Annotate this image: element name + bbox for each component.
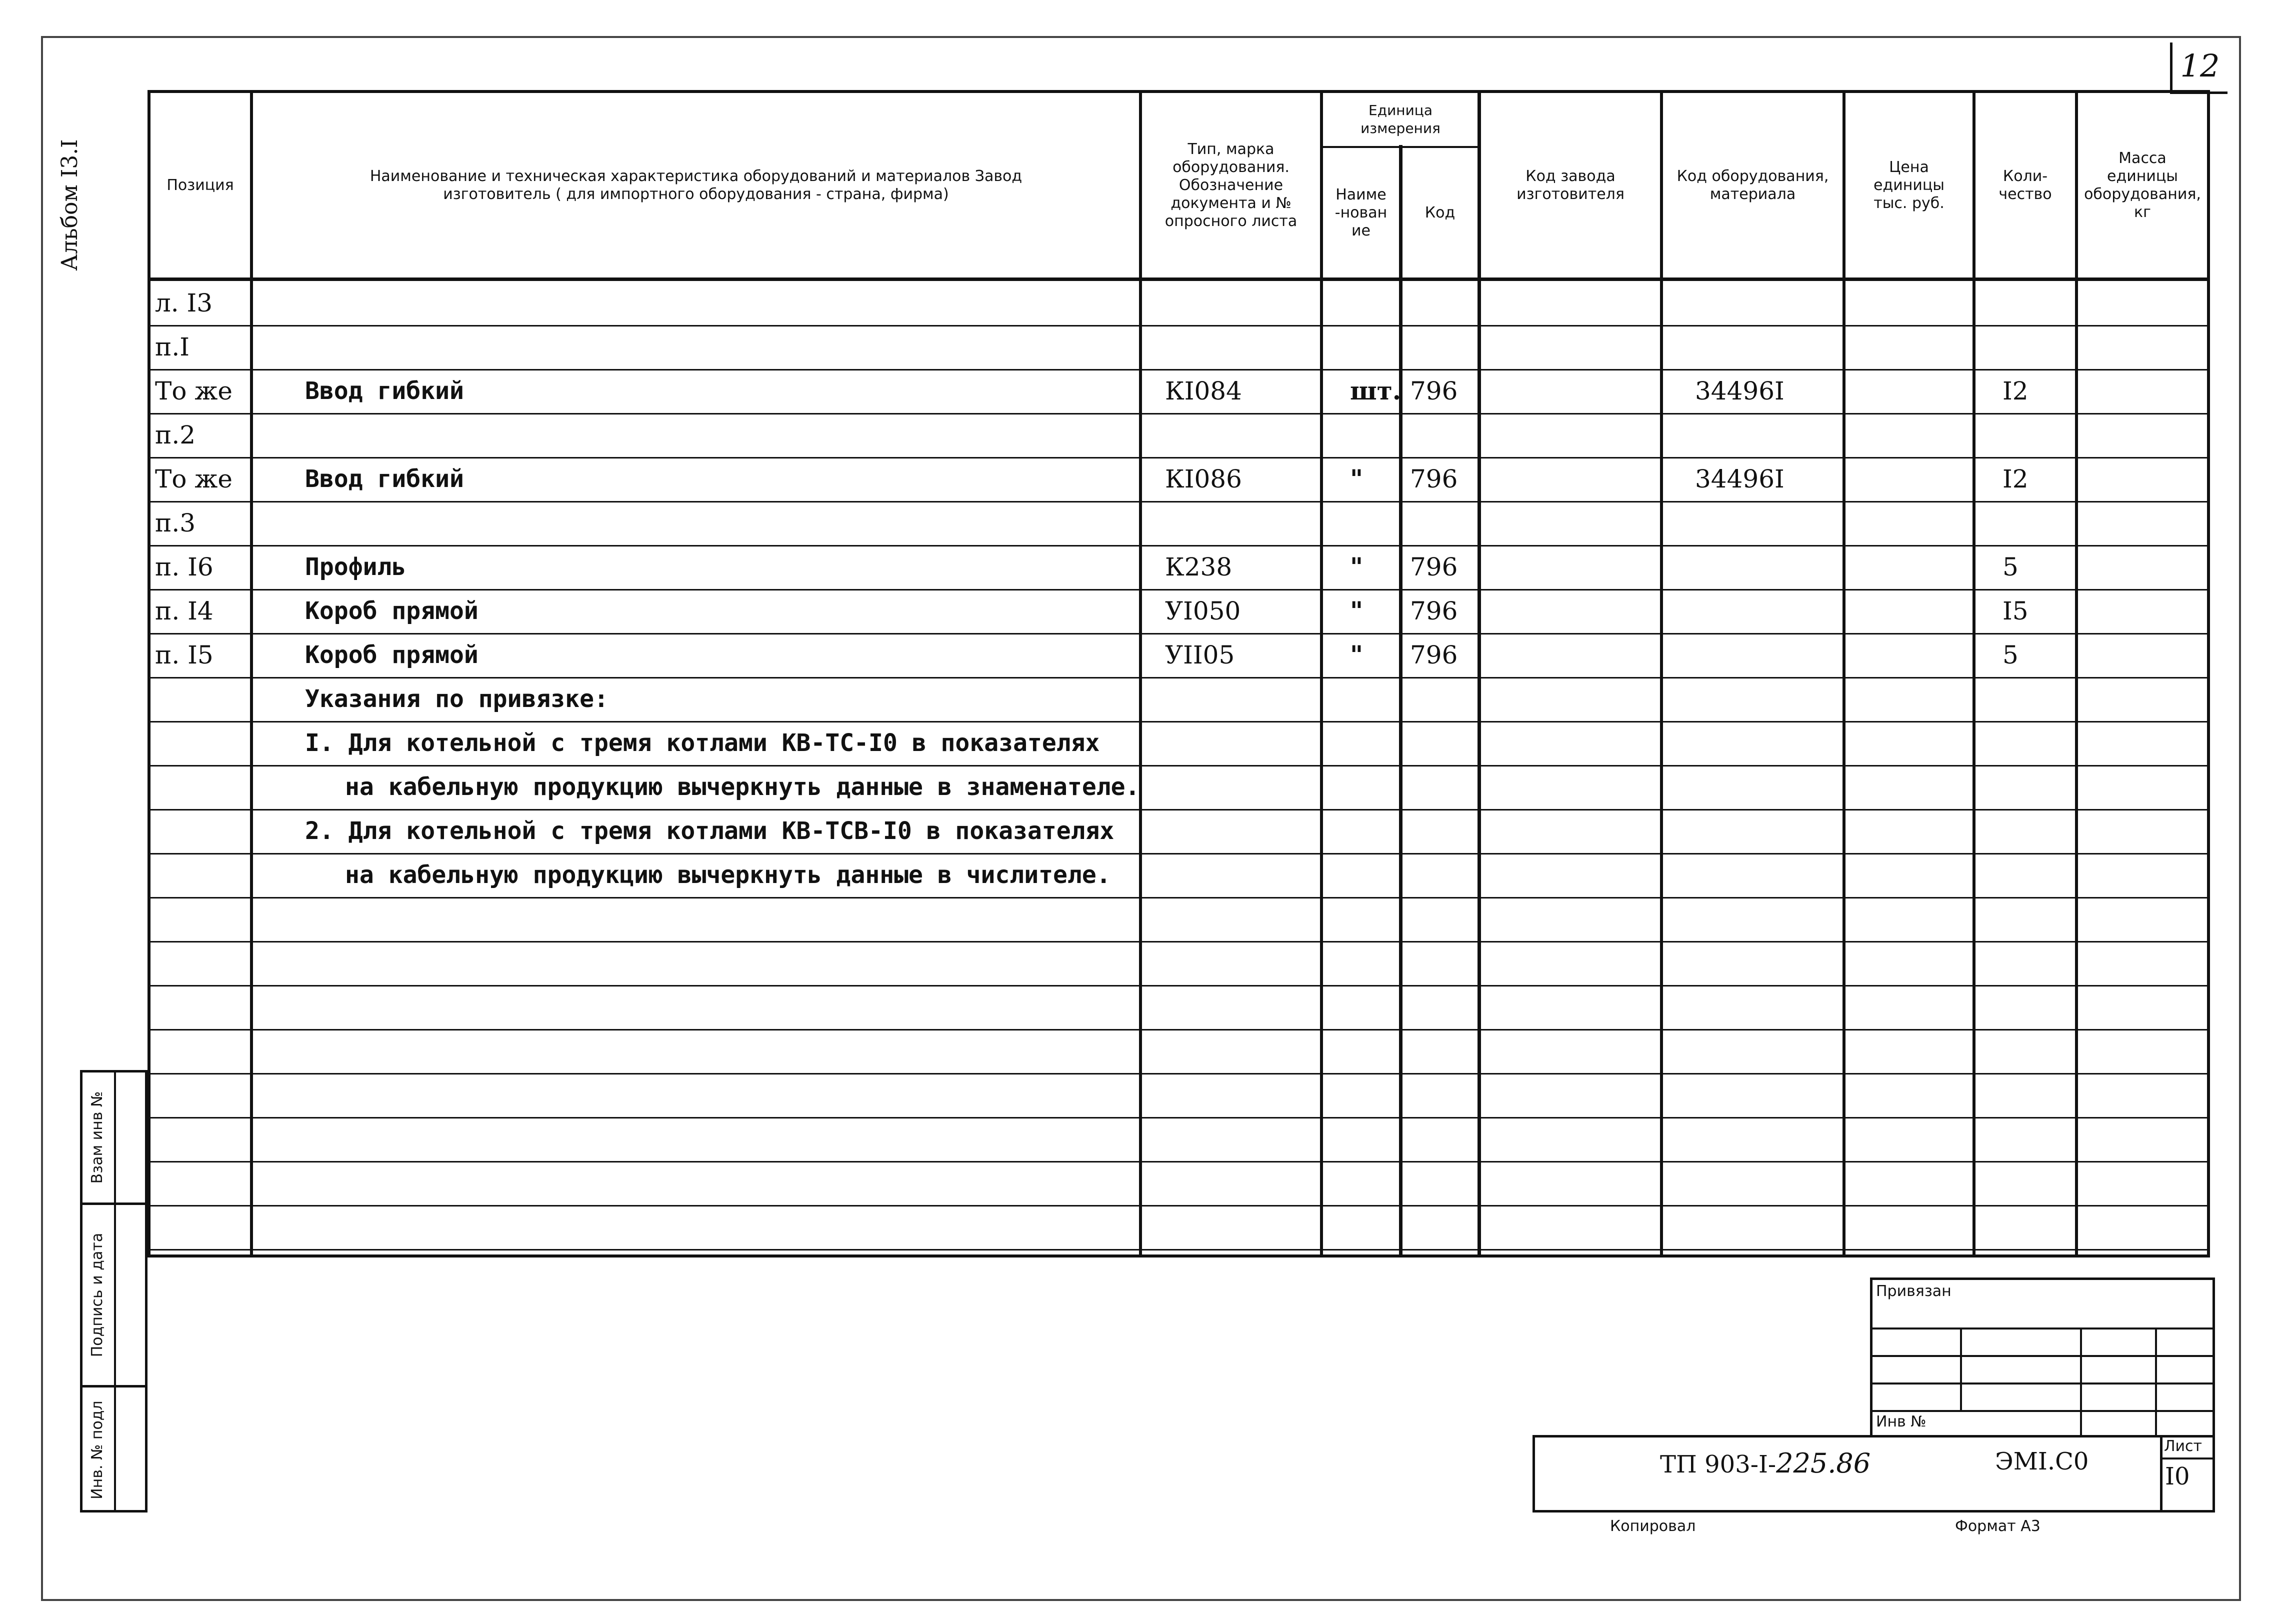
stamp-line	[1960, 1328, 1962, 1410]
row-line	[148, 369, 2210, 370]
cell-pos: п. I4	[155, 596, 214, 626]
cell-qty: 5	[2002, 640, 2018, 670]
cell-type: К238	[1165, 552, 1232, 582]
stamp-line	[1870, 1410, 2215, 1412]
cell-type: КI084	[1165, 376, 1242, 406]
cell-name: I. Для котельной с тремя котлами КВ-ТС-I0 в показателях	[305, 729, 1100, 757]
row-line	[148, 721, 2210, 722]
header-position: Позиция	[166, 176, 234, 194]
cell-name: Указания по привязке:	[305, 685, 608, 713]
row-line	[148, 1073, 2210, 1074]
cell-name: 2. Для котельной с тремя котлами КВ-ТСВ-I0 в показателях	[305, 817, 1114, 845]
header-factory-code: Код завода изготовителя	[1516, 168, 1624, 203]
side-stamp-line	[80, 1202, 148, 1205]
cell-name: Короб прямой	[305, 641, 478, 669]
sheet-value: I0	[2165, 1462, 2190, 1490]
cell-unit: "	[1350, 464, 1364, 494]
cell-qty: I2	[2002, 376, 2028, 406]
stamp-line	[2155, 1328, 2157, 1438]
doc-code-printed: ТП 903-I-	[1660, 1450, 1776, 1478]
side-stamp-inv-original: Инв. № подл	[88, 1400, 106, 1500]
cell-pos: То же	[155, 464, 232, 494]
cell-eqcode: 34496I	[1695, 464, 1784, 494]
row-line	[148, 809, 2210, 810]
row-line	[148, 677, 2210, 678]
footer-format: Формат А3	[1955, 1518, 2040, 1535]
cell-pos: п. I5	[155, 640, 214, 670]
cell-qty: 5	[2002, 552, 2018, 582]
row-line	[148, 765, 2210, 766]
title-block	[1532, 1435, 2215, 1512]
cell-name: Короб прямой	[305, 597, 478, 625]
cell-code: 796	[1410, 596, 1458, 626]
cell-code: 796	[1410, 464, 1458, 494]
stamp-line	[1870, 1328, 2215, 1330]
cell-eqcode: 34496I	[1695, 376, 1784, 406]
header-divider	[148, 278, 2210, 281]
header-unit-code: Код	[1424, 204, 1456, 222]
cell-unit: шт.	[1350, 376, 1402, 406]
col-line	[1399, 145, 1402, 1258]
stamp-line	[2080, 1328, 2082, 1438]
header-type: Тип, марка оборудования. Обозначение документа и № опросного листа	[1164, 140, 1298, 230]
doc-mark: ЭМI.С0	[1995, 1448, 2089, 1476]
cell-code: 796	[1410, 552, 1458, 582]
side-stamp-line	[114, 1070, 116, 1512]
stamp-inv-no: Инв №	[1876, 1413, 1926, 1430]
cell-name: Ввод гибкий	[305, 377, 464, 405]
row-line	[148, 325, 2210, 326]
cell-unit: "	[1350, 552, 1364, 582]
col-line	[1478, 90, 1481, 1258]
cell-pos: п.2	[155, 420, 196, 450]
row-line	[148, 941, 2210, 942]
row-line	[148, 985, 2210, 986]
cell-unit: "	[1350, 640, 1364, 670]
row-line	[148, 501, 2210, 502]
page-number: 12	[2180, 48, 2220, 84]
stamp-bound: Привязан	[1876, 1282, 1952, 1300]
row-line	[148, 853, 2210, 854]
header-quantity: Коли-чество	[1998, 168, 2052, 203]
cell-type: УII05	[1165, 640, 1235, 670]
cell-name: Профиль	[305, 553, 406, 581]
doc-code-handwritten: 225.86	[1776, 1448, 1871, 1479]
row-line	[148, 589, 2210, 590]
cell-pos: п.I	[155, 332, 190, 362]
footer-copied: Копировал	[1610, 1518, 1696, 1535]
title-block-line	[2160, 1458, 2215, 1460]
row-line	[148, 897, 2210, 898]
cell-name: на кабельную продукцию вычеркнуть данные в числителе.	[345, 861, 1111, 889]
header-unit-group: Единица измерения	[1360, 102, 1440, 136]
side-stamp-inv-replace: Взам инв №	[88, 1091, 106, 1184]
cell-pos: п.3	[155, 508, 196, 538]
row-line	[148, 413, 2210, 414]
header-price: Цена единицы тыс. руб.	[1874, 158, 1944, 212]
header-name: Наименование и техническая характеристика оборудований и материалов Завод изготовитель ( для импортного оборудования - страна, фирма)	[370, 168, 1022, 203]
doc-code	[1660, 1448, 1870, 1479]
header-mass: Масса единицы оборудования, кг	[2084, 150, 2201, 221]
cell-type: КI086	[1165, 464, 1242, 494]
cell-pos: п. I6	[155, 552, 214, 582]
cell-name: на кабельную продукцию вычеркнуть данные в знаменателе.	[345, 773, 1140, 801]
stamp-line	[1870, 1382, 2215, 1384]
row-line	[148, 1117, 2210, 1118]
title-block-line	[2160, 1435, 2162, 1512]
header-equipment-code: Код оборудования, материала	[1676, 168, 1829, 203]
cell-pos: л. I3	[155, 288, 213, 318]
row-line	[148, 457, 2210, 458]
row-line	[148, 545, 2210, 546]
row-line	[148, 633, 2210, 634]
cell-qty: I2	[2002, 464, 2028, 494]
header-unit-name: Наиме-нование	[1334, 186, 1388, 240]
row-line	[148, 1029, 2210, 1030]
cell-name: Ввод гибкий	[305, 465, 464, 493]
cell-unit: "	[1350, 596, 1364, 626]
album-label: Альбом I3.I	[57, 139, 82, 271]
cell-code: 796	[1410, 376, 1458, 406]
stamp-line	[1870, 1355, 2215, 1357]
row-line	[148, 1161, 2210, 1162]
cell-code: 796	[1410, 640, 1458, 670]
cell-type: УI050	[1165, 596, 1241, 626]
side-stamp-signature-date: Подпись и дата	[88, 1232, 106, 1358]
sheet-label: Лист	[2164, 1438, 2202, 1455]
cell-pos: То же	[155, 376, 232, 406]
row-line	[148, 1249, 2210, 1250]
row-line	[148, 1205, 2210, 1206]
cell-qty: I5	[2002, 596, 2028, 626]
